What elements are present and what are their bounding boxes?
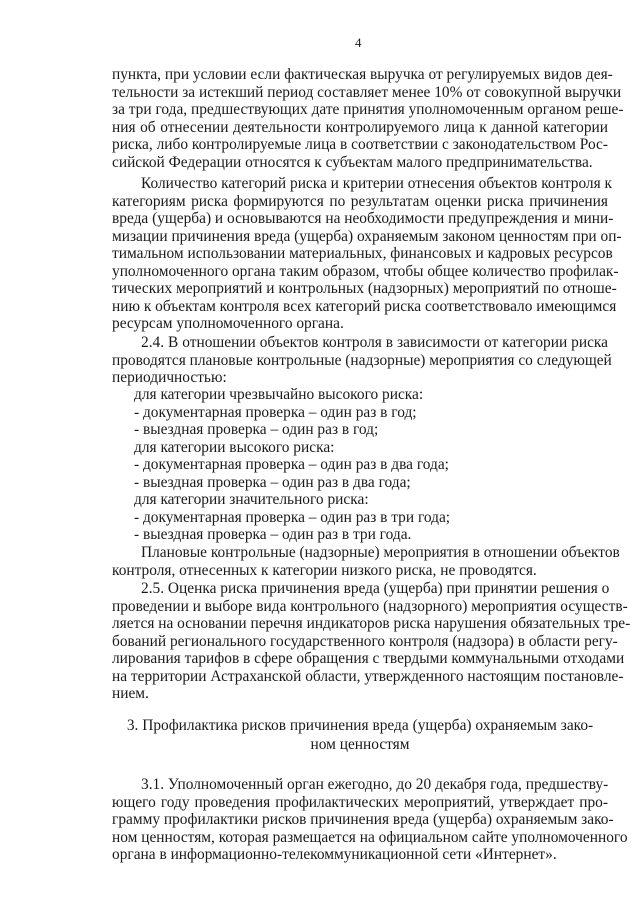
heading-line: ном ценностям bbox=[310, 736, 410, 753]
text-line: бований регионального государственного контроля (надзора) в области регу- bbox=[112, 632, 618, 650]
list-item: для категории высокого риска: bbox=[134, 438, 335, 456]
text-line: проводятся плановые контрольные (надзорные) мероприятия со следующей bbox=[112, 351, 612, 369]
paragraph-3-1 bbox=[112, 776, 628, 864]
paragraph-intro bbox=[112, 66, 624, 171]
text-line: пункта, при условии если фактическая выручка от регулируемых видов дея- bbox=[112, 66, 613, 83]
text-line: периодичностью: bbox=[112, 369, 227, 386]
page-number: 4 bbox=[355, 35, 362, 50]
text-line: сийской Федерации относятся к субъектам малого предпринимательства. bbox=[112, 153, 593, 171]
text-line: Плановые контрольные (надзорные) мероприятия в отношении объектов bbox=[141, 544, 620, 561]
text-line: грамму профилактики рисков причинения вреда (ущерба) охраняемым зако- bbox=[112, 811, 614, 828]
text-line: на территории Астраханской области, утвержденного настоящим постановле- bbox=[112, 667, 624, 685]
paragraph-risk-categories bbox=[112, 175, 622, 333]
text-line: мизации причинения вреда (ущерба) охраняемым законом ценностям при оп- bbox=[112, 227, 622, 245]
list-item: - документарная проверка – один раз в год; bbox=[134, 403, 417, 421]
list-item: - выездная проверка – один раз в три года. bbox=[134, 526, 412, 543]
text-line: нием. bbox=[112, 685, 149, 702]
list-item: - документарная проверка – один раз в три года; bbox=[134, 508, 451, 526]
text-line: ляется на основании перечня индикаторов риска нарушения обязательных тре- bbox=[112, 615, 631, 632]
text-line: органа в информационно-телекоммуникационной сети «Интернет». bbox=[112, 846, 557, 863]
list-item: - документарная проверка – один раз в два года; bbox=[134, 456, 449, 473]
text-line: проведении и выборе вида контрольного (надзорного) мероприятия осуществ- bbox=[112, 597, 628, 615]
text-line: риска, либо контролируемые лица в соответствии с законодательством Рос- bbox=[112, 136, 608, 153]
text-line: тельности за истекший период составляет менее 10% от совокупной выручки bbox=[112, 83, 622, 101]
list-item: - выездная проверка – один раз в год; bbox=[134, 421, 379, 438]
paragraph-2-4 bbox=[112, 334, 612, 387]
text-line: 2.4. В отношении объектов контроля в зависимости от категории риска bbox=[141, 334, 608, 351]
list-item: для категории значительного риска: bbox=[134, 491, 369, 508]
text-line: тических мероприятий и контрольных (надзорных) мероприятий по отноше- bbox=[112, 280, 617, 297]
text-line: категориям риска формируются по результатам оценки риска причинения bbox=[112, 192, 608, 210]
text-line: ном ценностям, которая размещается на официальном сайте уполномоченного bbox=[112, 828, 628, 846]
list-item: - выездная проверка – один раз в два года; bbox=[134, 473, 411, 491]
heading-line: 3. Профилактика рисков причинения вреда (ущерба) охраняемым зако- bbox=[126, 717, 594, 734]
text-line: Количество категорий риска и критерии отнесения объектов контроля к bbox=[141, 175, 613, 192]
text-line: уполномоченного органа таким образом, чтобы общее количество профилак- bbox=[112, 262, 619, 280]
text-line: 3.1. Уполномоченный орган ежегодно, до 20 декабря года, предшеству- bbox=[141, 776, 609, 793]
text-line: тимальном использовании материальных, финансовых и кадровых ресурсов bbox=[112, 245, 613, 262]
section-3-heading bbox=[112, 716, 608, 754]
text-line: ющего году проведения профилактических мероприятий, утверждает про- bbox=[112, 793, 608, 811]
list-item: для категории чрезвычайно высокого риска: bbox=[134, 386, 424, 403]
text-line: за три года, предшествующих дате принятия уполномоченным органом реше- bbox=[112, 101, 624, 118]
periodicity-list bbox=[112, 386, 608, 544]
text-line: лирования тарифов в сфере обращения с твердыми коммунальными отходами bbox=[112, 650, 625, 667]
text-line: нию к объектам контроля всех категорий риска соответствовало имеющимся bbox=[112, 297, 617, 315]
text-line: вреда (ущерба) и основываются на необходимости предупреждения и мини- bbox=[112, 210, 614, 227]
text-line: ния об отнесении деятельности контролируемого лица к данной категории bbox=[112, 118, 608, 136]
text-line: 2.5. Оценка риска причинения вреда (ущерба) при принятии решения о bbox=[141, 580, 610, 597]
paragraph-low-risk bbox=[112, 544, 620, 579]
text-line: ресурсам уполномоченного органа. bbox=[112, 315, 344, 332]
paragraph-2-5 bbox=[112, 580, 631, 703]
text-line: контроля, отнесенных к категории низкого риска, не проводятся. bbox=[112, 561, 537, 579]
